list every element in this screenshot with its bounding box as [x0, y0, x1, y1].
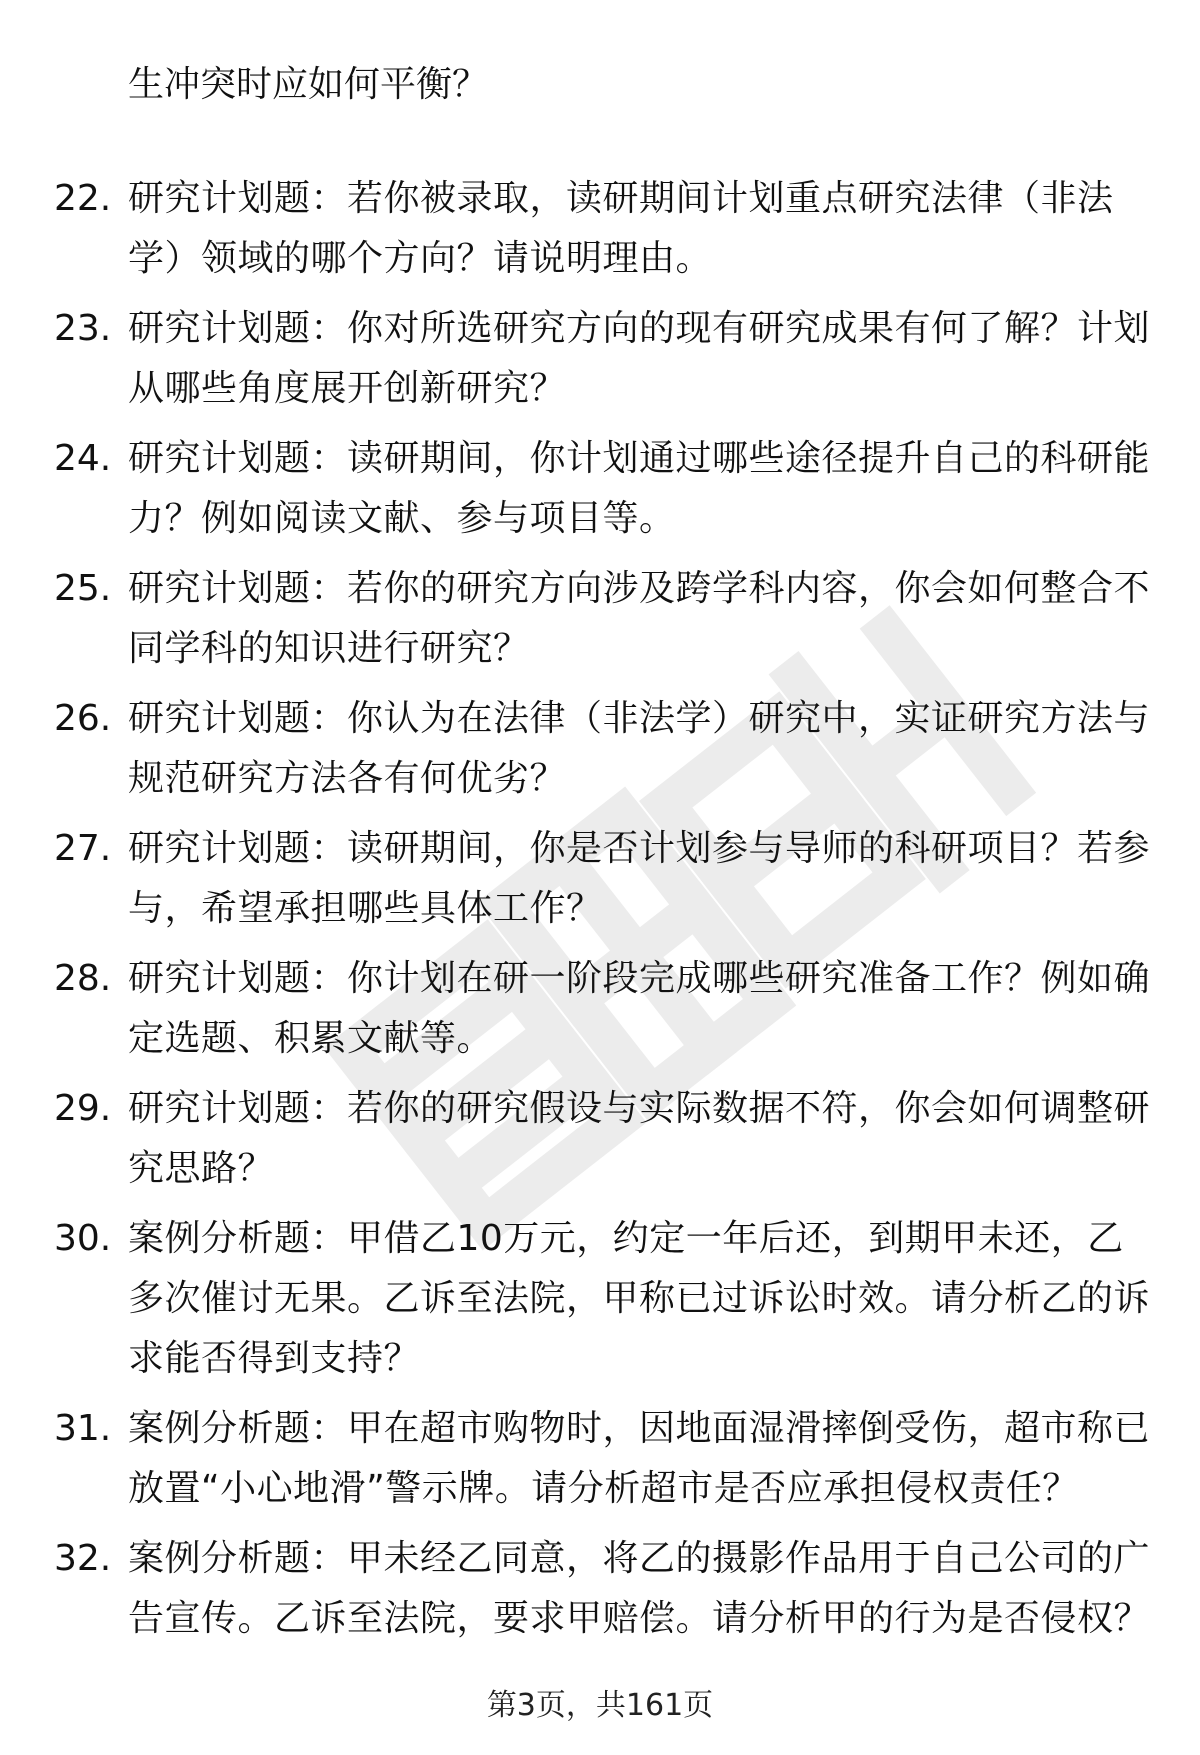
question-number: 29. [54, 1088, 112, 1129]
question-list [54, 55, 1154, 1659]
question-number: 31. [54, 1408, 112, 1449]
list-item [54, 1529, 1154, 1649]
question-number: 32. [54, 1538, 112, 1579]
question-number: 22. [54, 178, 112, 219]
question-text: 案例分析题：甲借乙10万元，约定一年后还，到期甲未还，乙多次催讨无果。乙诉至法院，甲称已过诉讼时效。请分析乙的诉求能否得到支持？ [128, 1218, 1151, 1379]
continued-question-text: 生冲突时应如何平衡？ [128, 64, 489, 105]
list-item [54, 689, 1154, 809]
list-item [54, 949, 1154, 1069]
question-text: 研究计划题：你计划在研一阶段完成哪些研究准备工作？例如确定选题、积累文献等。 [128, 958, 1151, 1059]
list-item [54, 429, 1154, 549]
list-item [54, 169, 1154, 289]
question-number: 30. [54, 1218, 112, 1259]
question-text: 研究计划题：读研期间，你是否计划参与导师的科研项目？若参与，希望承担哪些具体工作？ [128, 828, 1151, 929]
list-item [54, 1079, 1154, 1199]
question-number: 27. [54, 828, 112, 869]
list-item [54, 1399, 1154, 1519]
question-number: 25. [54, 568, 112, 609]
question-number: 23. [54, 308, 112, 349]
question-text: 研究计划题：读研期间，你计划通过哪些途径提升自己的科研能力？例如阅读文献、参与项目等。 [128, 438, 1151, 539]
question-text: 研究计划题：若你被录取，读研期间计划重点研究法律（非法学）领域的哪个方向？请说明理由。 [128, 178, 1114, 279]
question-text: 案例分析题：甲在超市购物时，因地面湿滑摔倒受伤，超市称已放置“小心地滑”警示牌。请分析超市是否应承担侵权责任？ [128, 1408, 1151, 1509]
list-item [54, 819, 1154, 939]
list-item [54, 559, 1154, 679]
question-text: 案例分析题：甲未经乙同意，将乙的摄影作品用于自己公司的广告宣传。乙诉至法院，要求甲赔偿。请分析甲的行为是否侵权？ [128, 1538, 1151, 1639]
question-number: 26. [54, 698, 112, 739]
question-text: 研究计划题：若你的研究假设与实际数据不符，你会如何调整研究思路？ [128, 1088, 1151, 1189]
page-number-footer: 第3页，共161页 [486, 1688, 714, 1723]
list-item [54, 1209, 1154, 1389]
list-item [54, 299, 1154, 419]
question-text: 研究计划题：若你的研究方向涉及跨学科内容，你会如何整合不同学科的知识进行研究？ [128, 568, 1151, 669]
question-number: 24. [54, 438, 112, 479]
question-text: 研究计划题：你对所选研究方向的现有研究成果有何了解？计划从哪些角度展开创新研究？ [128, 308, 1151, 409]
question-text: 研究计划题：你认为在法律（非法学）研究中，实证研究方法与规范研究方法各有何优劣？ [128, 698, 1151, 799]
question-number: 28. [54, 958, 112, 999]
